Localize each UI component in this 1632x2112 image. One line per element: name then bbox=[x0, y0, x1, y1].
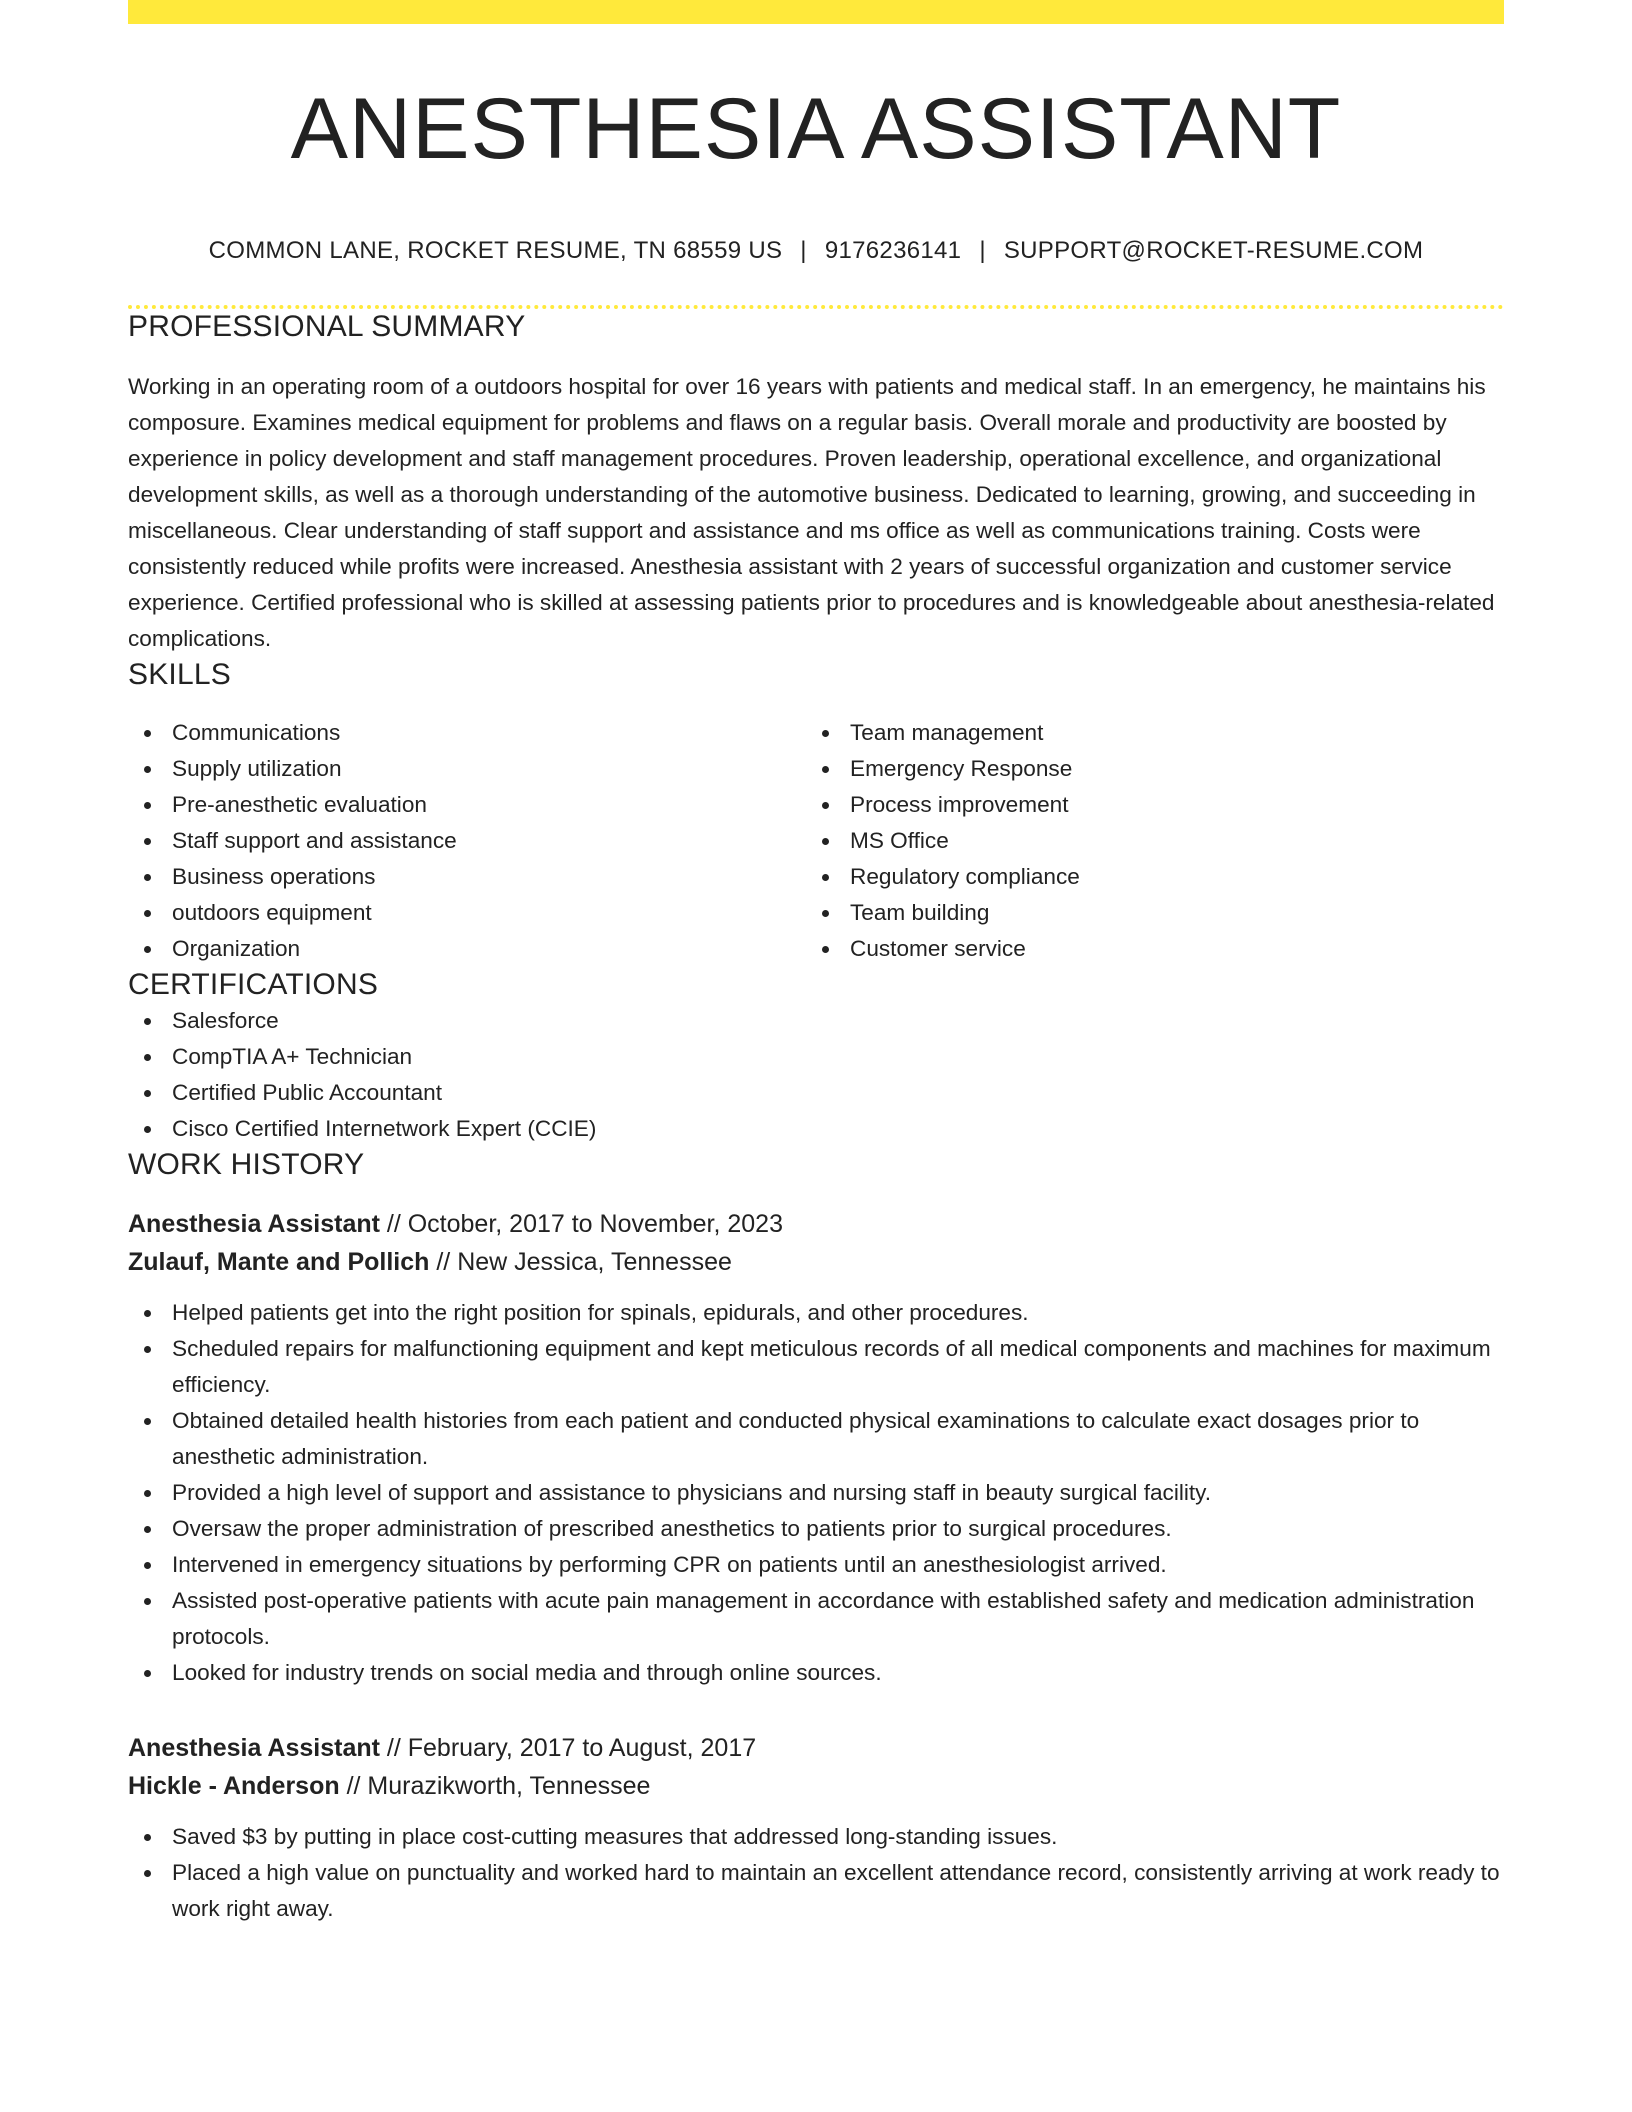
skill-item: Emergency Response bbox=[806, 751, 1484, 787]
job-bullet: Placed a high value on punctuality and worked hard to maintain an excellent attendance record, consistently arriving at work ready to work right away. bbox=[128, 1855, 1504, 1927]
skill-item: Staff support and assistance bbox=[128, 823, 806, 859]
contact-email: SUPPORT@ROCKET-RESUME.COM bbox=[1003, 236, 1424, 264]
skills-left-list bbox=[128, 715, 806, 967]
skill-item: Team building bbox=[806, 895, 1484, 931]
certifications-list bbox=[128, 1003, 1504, 1147]
job-bullet: Oversaw the proper administration of prescribed anesthetics to patients prior to surgical procedures. bbox=[128, 1511, 1504, 1547]
certifications-heading: CERTIFICATIONS bbox=[128, 968, 379, 1002]
work-history-heading: WORK HISTORY bbox=[128, 1148, 365, 1182]
job-bullet: Saved $3 by putting in place cost-cutting measures that addressed long-standing issues. bbox=[128, 1819, 1504, 1855]
job-company: Hickle - Anderson bbox=[128, 1772, 340, 1801]
skill-item: Supply utilization bbox=[128, 751, 806, 787]
certification-item: Salesforce bbox=[128, 1003, 1504, 1039]
job-bullet: Obtained detailed health histories from each patient and conducted physical examinations to calculate exact dosages prior to anesthetic administration. bbox=[128, 1403, 1504, 1475]
contact-phone: 9176236141 bbox=[824, 236, 962, 264]
skill-item: Process improvement bbox=[806, 787, 1484, 823]
job-entry bbox=[128, 1205, 1504, 1691]
skill-item: Regulatory compliance bbox=[806, 859, 1484, 895]
contact-separator: | bbox=[979, 236, 986, 264]
skill-item: Pre-anesthetic evaluation bbox=[128, 787, 806, 823]
job-location: // New Jessica, Tennessee bbox=[429, 1248, 732, 1277]
skill-item: Communications bbox=[128, 715, 806, 751]
job-bullets bbox=[128, 1295, 1504, 1691]
skills-right-list bbox=[806, 715, 1484, 967]
job-dates: // February, 2017 to August, 2017 bbox=[379, 1734, 757, 1763]
skill-item: Organization bbox=[128, 931, 806, 967]
job-bullet: Scheduled repairs for malfunctioning equipment and kept meticulous records of all medical components and machines for maximum efficiency. bbox=[128, 1331, 1504, 1403]
certification-item: CompTIA A+ Technician bbox=[128, 1039, 1504, 1075]
skill-item: MS Office bbox=[806, 823, 1484, 859]
contact-separator: | bbox=[800, 236, 807, 264]
candidate-title: ANESTHESIA ASSISTANT bbox=[290, 81, 1342, 177]
certification-item: Cisco Certified Internetwork Expert (CCIE) bbox=[128, 1111, 1504, 1147]
job-bullet: Helped patients get into the right position for spinals, epidurals, and other procedures. bbox=[128, 1295, 1504, 1331]
job-title: Anesthesia Assistant bbox=[128, 1210, 380, 1239]
job-bullets bbox=[128, 1819, 1504, 1927]
job-bullet: Assisted post-operative patients with acute pain management in accordance with established safety and medication administration protocols. bbox=[128, 1583, 1504, 1655]
skill-item: Business operations bbox=[128, 859, 806, 895]
job-bullet: Intervened in emergency situations by performing CPR on patients until an anesthesiologist arrived. bbox=[128, 1547, 1504, 1583]
job-company-line bbox=[128, 1767, 1504, 1805]
resume-page bbox=[128, 0, 1504, 1927]
skill-item: outdoors equipment bbox=[128, 895, 806, 931]
skill-item: Team management bbox=[806, 715, 1484, 751]
contact-address: COMMON LANE, ROCKET RESUME, TN 68559 US bbox=[208, 236, 783, 264]
job-company: Zulauf, Mante and Pollich bbox=[128, 1248, 430, 1277]
skills-heading: SKILLS bbox=[128, 658, 231, 692]
skills-columns bbox=[128, 715, 1504, 967]
job-title-line bbox=[128, 1729, 1504, 1767]
job-dates: // October, 2017 to November, 2023 bbox=[379, 1210, 783, 1239]
contact-line bbox=[128, 237, 1504, 266]
job-bullet: Provided a high level of support and assistance to physicians and nursing staff in beauty surgical facility. bbox=[128, 1475, 1504, 1511]
summary-text: Working in an operating room of a outdoors hospital for over 16 years with patients and medical staff. In an emergency, he maintains his composure. Examines medical equipment for problems and flaws on a regular basis. Overall morale and productivity are boosted by experience in policy development and staff management procedures. Proven leadership, operational excellence, and organizational development skills, as well as a thorough understanding of the automotive business. Dedicated to learning, growing, and succeeding in miscellaneous. Clear understanding of staff support and assistance and ms office as well as communications training. Costs were consistently reduced while profits were increased. Anesthesia assistant with 2 years of successful organization and customer service experience. Certified professional who is skilled at assessing patients prior to procedures and is knowledgeable about anesthesia-related complications. bbox=[128, 374, 1495, 652]
certification-item: Certified Public Accountant bbox=[128, 1075, 1504, 1111]
summary-heading: PROFESSIONAL SUMMARY bbox=[128, 310, 526, 344]
accent-bar bbox=[128, 0, 1504, 24]
job-title-line bbox=[128, 1205, 1504, 1243]
job-company-line bbox=[128, 1243, 1504, 1281]
job-entry bbox=[128, 1729, 1504, 1927]
job-bullet: Looked for industry trends on social media and through online sources. bbox=[128, 1655, 1504, 1691]
skill-item: Customer service bbox=[806, 931, 1484, 967]
job-title: Anesthesia Assistant bbox=[128, 1734, 380, 1763]
job-location: // Murazikworth, Tennessee bbox=[339, 1772, 651, 1801]
